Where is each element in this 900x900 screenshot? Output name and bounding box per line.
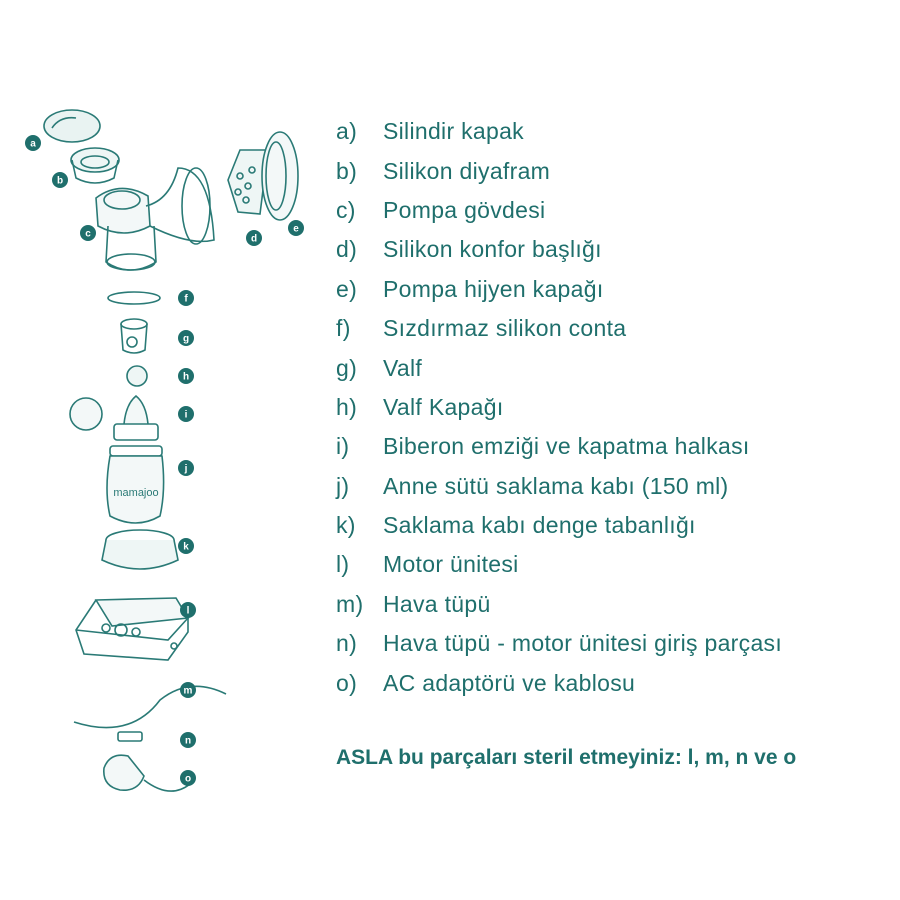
part-label: Sızdırmaz silikon conta [383,315,627,342]
part-item [336,585,782,624]
part-label: Silikon konfor başlığı [383,236,602,263]
svg-text:d: d [250,233,258,245]
motor-unit-drawing [76,598,188,660]
part-key: g) [336,354,358,381]
callout-badge-e [288,220,304,236]
svg-text:k: k [183,541,189,553]
callout-badge-f [178,290,194,306]
part-label: Motor ünitesi [383,551,519,578]
seal-drawing [108,292,160,304]
air-tube-drawing [74,686,226,727]
breast-pump-parts-diagram [0,0,310,900]
diaphragm-drawing [71,148,119,183]
part-label: Valf Kapağı [383,393,504,420]
callout-badge-j [178,460,194,476]
callout-badge-n [180,732,196,748]
part-label: Valf [383,354,423,381]
part-key: k) [336,512,356,539]
callout-badge-h [178,368,194,384]
svg-text:m: m [183,685,193,697]
connector-drawing [118,732,142,741]
svg-text:j: j [184,463,188,475]
part-label: AC adaptörü ve kablosu [383,669,636,696]
part-key: i) [336,433,350,460]
valve-drawing [121,319,147,353]
part-item [336,467,782,506]
part-item [336,388,782,427]
part-label: Biberon emziği ve kapatma halkası [383,433,750,460]
bottle-print: mamajoo [113,487,159,499]
part-item [336,309,782,348]
svg-text:g: g [182,333,190,345]
part-label: Anne sütü saklama kabı (150 ml) [383,472,729,499]
svg-text:a: a [30,138,36,150]
part-label: Hava tüpü - motor ünitesi giriş parçası [383,630,783,657]
part-key: j) [336,472,350,499]
part-label: Saklama kabı denge tabanlığı [383,512,696,539]
callout-badge-c [80,225,96,241]
svg-text:e: e [293,223,299,235]
part-item [336,270,782,309]
svg-text:i: i [184,409,188,421]
part-key: o) [336,669,358,696]
pump-body-drawing [96,168,214,270]
adapter-drawing [104,755,190,791]
callout-badge-d [246,230,262,246]
part-label: Pompa gövdesi [383,196,546,223]
part-label: Pompa hijyen kapağı [383,275,604,302]
part-label: Hava tüpü [383,590,491,617]
sterilization-warning: ASLA bu parçaları steril etmeyiniz: l, m, n ve o [336,746,797,769]
svg-text:b: b [56,175,64,187]
part-key: f) [336,315,351,342]
part-item [336,348,782,387]
callout-badge-m [180,682,196,698]
part-item [336,112,782,151]
part-key: c) [336,196,356,223]
svg-text:l: l [186,605,190,617]
hygiene-cap-drawing [262,132,298,220]
callout-badge-o [180,770,196,786]
svg-text:f: f [184,293,188,305]
cylinder-cap-drawing [44,110,100,142]
part-key: e) [336,275,358,302]
svg-text:c: c [85,228,91,240]
part-key: n) [336,630,358,657]
parts-list [336,112,782,703]
callout-badge-l [180,602,196,618]
part-key: a) [336,118,358,145]
part-item [336,427,782,466]
part-item [336,191,782,230]
teat-drawing [70,396,158,440]
part-key: m) [336,590,364,617]
callout-badge-k [178,538,194,554]
part-item [336,506,782,545]
part-label: Silikon diyafram [383,157,551,184]
callout-badge-a [25,135,41,151]
svg-text:h: h [182,371,190,383]
bottle-drawing [107,446,164,523]
callout-badge-i [178,406,194,422]
base-drawing [102,530,178,569]
svg-text:o: o [184,773,192,785]
part-key: b) [336,157,358,184]
part-item [336,230,782,269]
callout-badge-g [178,330,194,346]
callout-badge-b [52,172,68,188]
part-label: Silindir kapak [383,118,524,145]
svg-text:n: n [184,735,192,747]
part-key: l) [336,551,350,578]
part-item [336,545,782,584]
part-key: d) [336,236,358,263]
part-item [336,624,782,663]
part-item [336,663,782,702]
part-key: h) [336,393,358,420]
part-item [336,151,782,190]
valve-cap-drawing [127,366,147,386]
cropped-heading-remnant [380,84,880,102]
